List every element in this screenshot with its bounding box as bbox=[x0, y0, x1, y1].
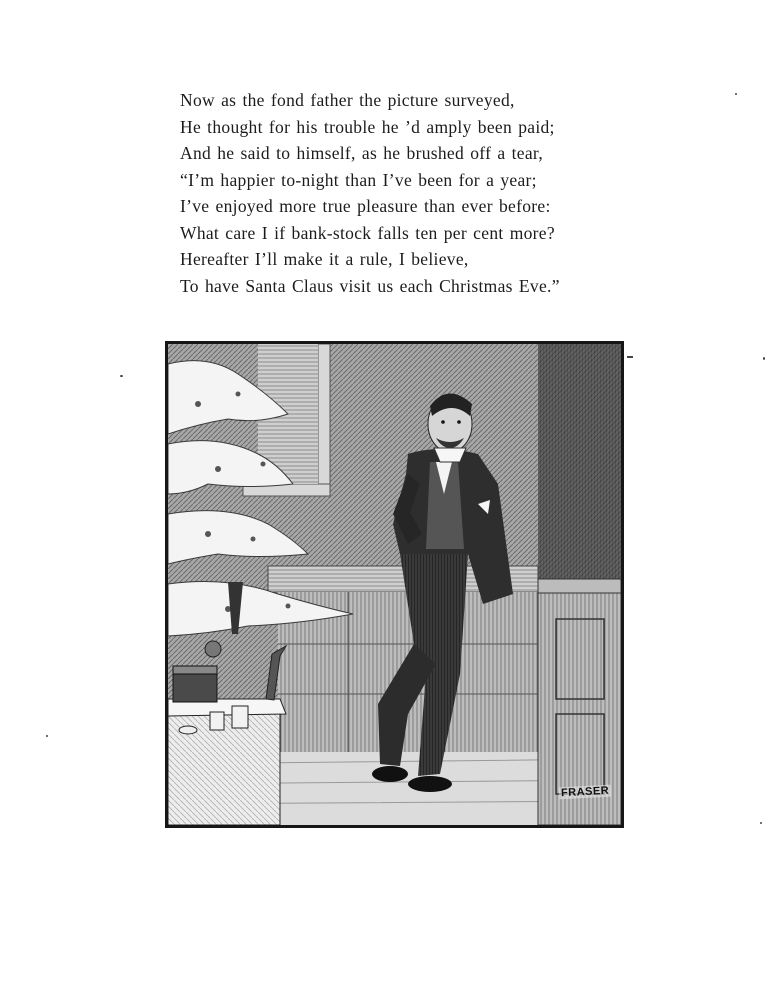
page-speck bbox=[46, 735, 48, 737]
artist-signature: FRASER bbox=[560, 784, 610, 800]
engraving-drawing bbox=[168, 344, 621, 825]
poem-line: What care I if bank-stock falls ten per cent more? bbox=[180, 222, 555, 243]
engraving-illustration bbox=[165, 341, 624, 828]
poem-line: Now as the fond father the picture surveyed, bbox=[180, 90, 515, 110]
poem-stanza bbox=[180, 87, 650, 299]
poem-line: To have Santa Claus visit us each Christmas Eve.” bbox=[180, 275, 560, 296]
page-speck bbox=[735, 93, 737, 95]
poem-line: “I’m happier to-night than I’ve been for a year; bbox=[180, 169, 537, 190]
poem-line: And he said to himself, as he brushed off a tear, bbox=[180, 143, 544, 163]
page-speck bbox=[120, 375, 123, 377]
poem-line: Hereafter I’ll make it a rule, I believe, bbox=[180, 249, 469, 269]
page-speck bbox=[627, 356, 633, 358]
poem-line: I’ve enjoyed more true pleasure than ever before: bbox=[180, 196, 551, 216]
page-speck bbox=[763, 357, 765, 360]
poem-line: He thought for his trouble he ’d amply been paid; bbox=[180, 116, 555, 137]
page-speck bbox=[760, 822, 762, 824]
